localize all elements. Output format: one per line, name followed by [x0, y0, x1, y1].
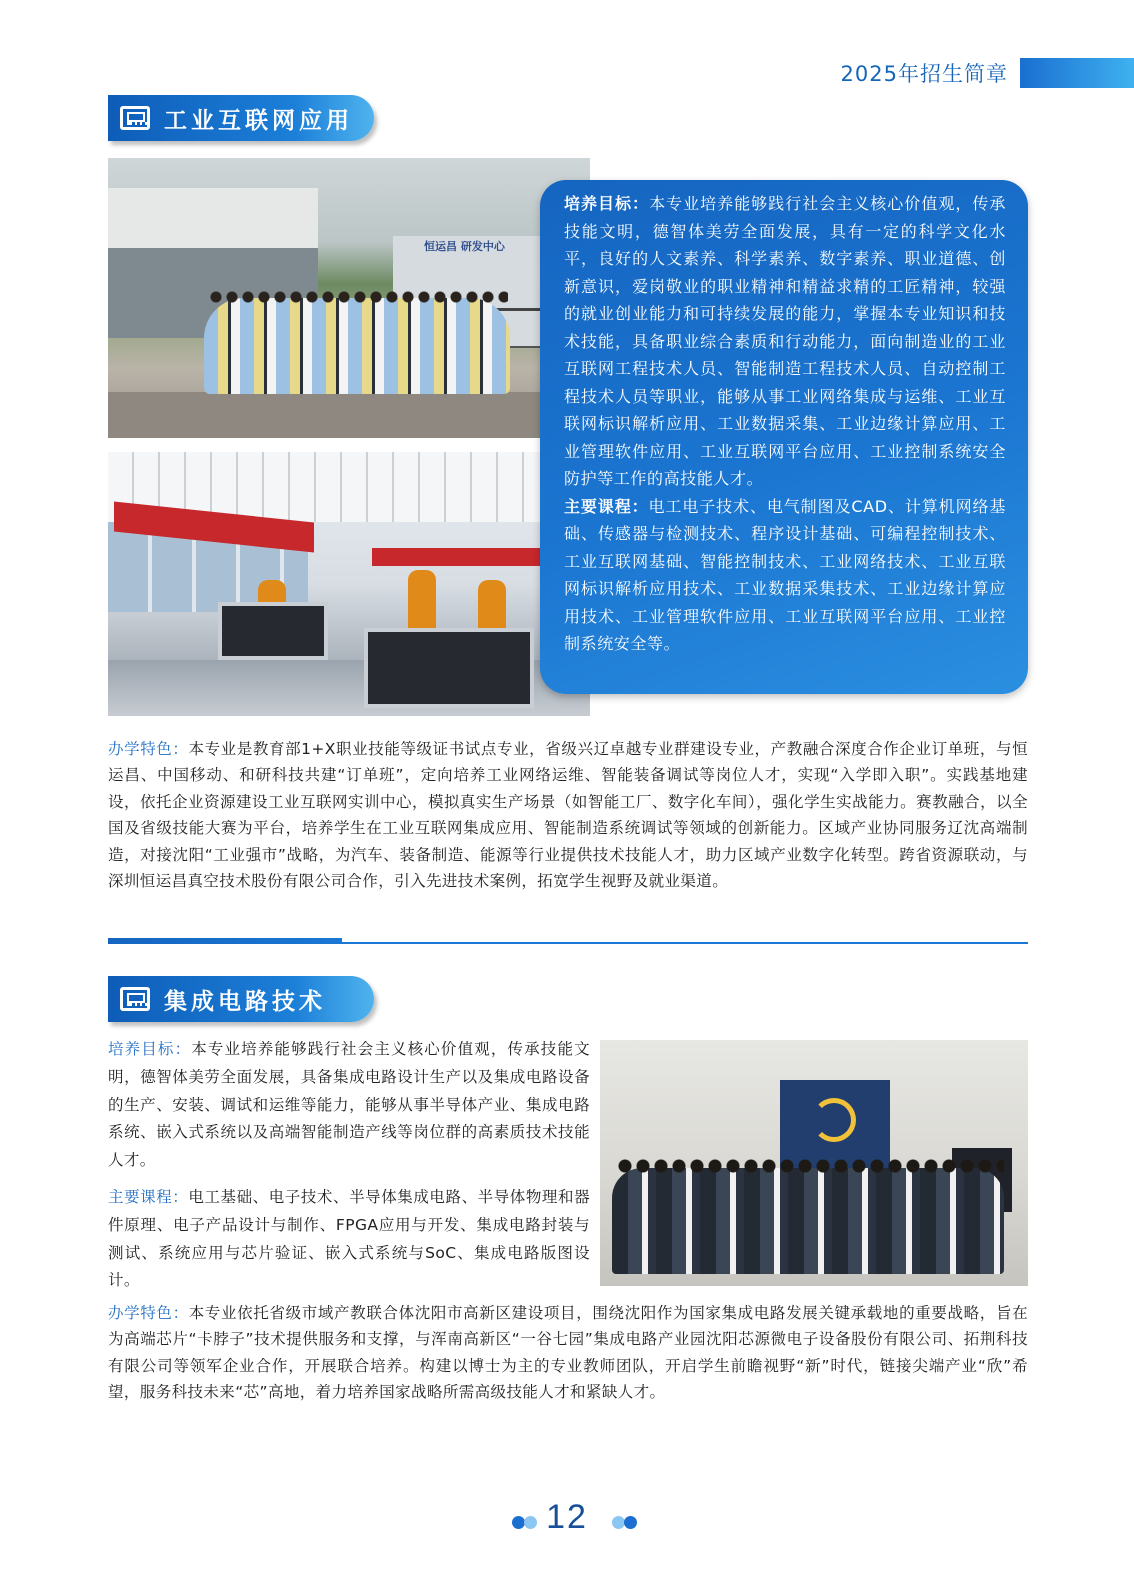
section2-goal-paragraph [108, 1036, 590, 1175]
goal-label: 培养目标： [564, 194, 650, 213]
building-sign: 恒运昌 研发中心 [424, 240, 505, 253]
course-text: 电工基础、电子技术、半导体集成电路、半导体物理和器件原理、电子产品设计与制作、FPGA应用与开发、集成电路封装与测试、系统应用与芯片验证、嵌入式系统与SoC、集成电路版图设计。 [108, 1188, 590, 1290]
brochure-title: 2025年招生简章 [840, 62, 1008, 86]
group-photo-building [108, 158, 590, 438]
section-divider [108, 938, 1028, 946]
goal-paragraph [564, 190, 1006, 493]
page-dot-right [624, 1516, 637, 1529]
course-paragraph [564, 493, 1006, 658]
book-icon [120, 106, 150, 130]
header-accent-bar [1020, 58, 1134, 88]
section-title: 集成电路技术 [164, 988, 326, 1015]
feature-label: 办学特色： [108, 1304, 189, 1322]
section-heading-industrial-internet [108, 95, 374, 141]
goal-label: 培养目标： [108, 1040, 192, 1058]
section1-feature-paragraph [108, 736, 1028, 894]
goal-text: 本专业培养能够践行社会主义核心价值观，传承技能文明，德智体美劳全面发展，具备集成电路设计生产以及集成电路设备的生产、安装、调试和运维等能力，能够从事半导体产业、集成电路系统、嵌入式系统以及高端智能制造产线等岗位群的高素质技术技能人才。 [108, 1040, 590, 1170]
section2-course-paragraph [108, 1184, 590, 1295]
feature-label: 办学特色： [108, 740, 189, 758]
course-label: 主要课程： [564, 496, 649, 516]
training-lab-photo [108, 452, 590, 716]
course-text: 电工电子技术、电气制图及CAD、计算机网络基础、传感器与检测技术、程序设计基础、可编程控制技术、工业互联网基础、智能控制技术、工业网络技术、工业互联网标识解析应用技术、工业数据采集技术、工业边缘计算应用技术、工业管理软件应用、工业互联网平台应用、工业控制系统安全等。 [564, 496, 1006, 653]
feature-text: 本专业是教育部1+X职业技能等级证书试点专业，省级兴辽卓越专业群建设专业，产教融合深度合作企业订单班，与恒运昌、中国移动、和研科技共建“订单班”，定向培养工业网络运维、智能装备调试等岗位人才，实现“入学即入职”。实践基地建设，依托企业资源建设工业互联网实训中心，模拟真实生产场景（如智能工厂、数字化车间），强化学生实战能力。赛教融合，以全国及省级技能大赛为平台，培养学生在工业互联网集成应用、智能制造系统调试等领域的创新能力。区域产业协同服务辽沈高端制造，对接沈阳“工业强市”战略，为汽车、装备制造、能源等行业提供技术技能人才，助力区域产业数字化转型。跨省资源联动，与深圳恒运昌真空技术股份有限公司合作，引入先进技术案例，拓宽学生视野及就业渠道。 [108, 740, 1028, 891]
group-photo-lobby [600, 1040, 1028, 1286]
training-goal-card [540, 180, 1028, 694]
section-heading-integrated-circuit [108, 976, 374, 1022]
section2-feature-paragraph [108, 1300, 1028, 1406]
page-number: 12 [546, 1498, 588, 1536]
goal-text: 本专业培养能够践行社会主义核心价值观，传承技能文明，德智体美劳全面发展，具有一定的科学文化水平，良好的人文素养、科学素养、数字素养、职业道德、创新意识，爱岗敬业的职业精神和精益求精的工匠精神，较强的就业创业能力和可持续发展的能力，掌握本专业知识和技术技能，具备职业综合素质和行动能力，面向制造业的工业互联网工程技术人员、智能制造工程技术人员、自动控制工程技术人员等职业，能够从事工业网络集成与运维、工业互联网标识解析应用、工业数据采集、工业边缘计算应用、工业管理软件应用、工业互联网平台应用、工业控制系统安全防护等工作的高技能人才。 [564, 194, 1006, 488]
course-label: 主要课程： [108, 1188, 189, 1206]
feature-text: 本专业依托省级市域产教联合体沈阳市高新区建设项目，围绕沈阳作为国家集成电路发展关键承载地的重要战略，旨在为高端芯片“卡脖子”技术提供服务和支撑，与浑南高新区“一谷七园”集成电路产业园沈阳芯源微电子设备股份有限公司、拓荆科技有限公司等领军企业合作，开展联合培养。构建以博士为主的专业教师团队，开启学生前瞻视野“新”时代，链接尖端产业“欣”希望，服务科技未来“芯”高地，着力培养国家战略所需高级技能人才和紧缺人才。 [108, 1304, 1028, 1402]
book-icon [120, 987, 150, 1011]
section-title: 工业互联网应用 [164, 107, 353, 134]
